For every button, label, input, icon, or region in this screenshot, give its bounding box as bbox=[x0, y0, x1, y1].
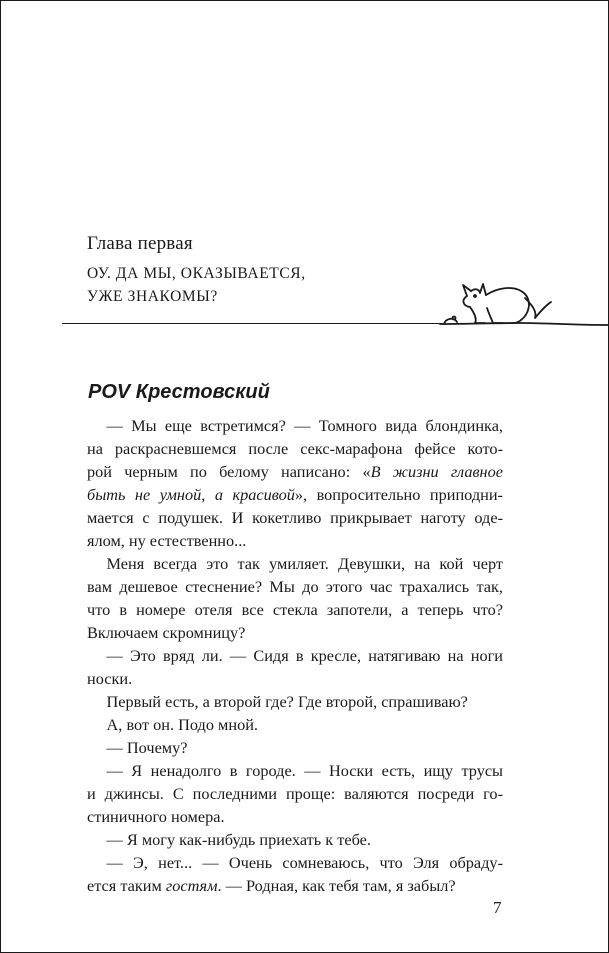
text-segment: Включаем скромницу? bbox=[87, 623, 246, 642]
text-segment: рой черным по белому написано: « bbox=[87, 462, 371, 481]
text-line bbox=[87, 851, 503, 874]
text-line bbox=[87, 414, 503, 437]
text-line bbox=[87, 598, 503, 621]
text-line bbox=[87, 483, 503, 506]
text-segment: носки. bbox=[87, 669, 133, 688]
text-segment: », вопросительно приподни- bbox=[294, 485, 503, 504]
text-line bbox=[87, 782, 503, 805]
text-segment: на раскрасневшемся после секс-марафона фейсе кото- bbox=[87, 439, 503, 458]
chapter-divider bbox=[62, 323, 442, 324]
body-text bbox=[87, 414, 503, 897]
italic-text: В жизни главное bbox=[370, 462, 503, 481]
text-line bbox=[87, 667, 503, 690]
text-segment: — Почему? bbox=[106, 738, 188, 757]
text-segment: ялом, ну естественно... bbox=[87, 531, 247, 550]
text-segment: Первый есть, а второй где? Где второй, спрашиваю? bbox=[106, 692, 468, 711]
text-segment: и джинсы. С последними проще: валяются посреди го- bbox=[87, 784, 503, 803]
page-number: 7 bbox=[493, 898, 502, 917]
text-line bbox=[87, 874, 503, 897]
text-line bbox=[87, 506, 503, 529]
text-segment: вам дешевое стеснение? Мы до этого час трахались так, bbox=[87, 577, 503, 596]
text-segment: стиничного номера. bbox=[87, 807, 225, 826]
chapter-label: Глава первая bbox=[87, 233, 193, 254]
text-line bbox=[87, 529, 503, 552]
text-segment: — Это вряд ли. — Сидя в кресле, натягиваю на ноги bbox=[106, 646, 503, 665]
text-segment: А, вот он. Подо мной. bbox=[106, 715, 258, 734]
text-line bbox=[87, 828, 503, 851]
text-line bbox=[87, 759, 503, 782]
text-line bbox=[87, 575, 503, 598]
text-segment: . — Родная, как тебя там, я забыл? bbox=[217, 876, 456, 895]
text-line bbox=[87, 621, 503, 644]
text-segment: — Я могу как-нибудь приехать к тебе. bbox=[106, 830, 371, 849]
pov-heading: POV Крестовский bbox=[88, 381, 270, 403]
text-segment: — Мы еще встретимся? — Томного вида блондинка, bbox=[106, 416, 503, 435]
text-line bbox=[87, 736, 503, 759]
cat-and-mouse-icon bbox=[425, 268, 609, 334]
text-line bbox=[87, 805, 503, 828]
text-line bbox=[87, 460, 503, 483]
text-line bbox=[87, 690, 503, 713]
text-segment: — Э, нет... — Очень сомневаюсь, что Эля обраду- bbox=[106, 853, 503, 872]
italic-text: гостям bbox=[165, 876, 218, 895]
text-line bbox=[87, 713, 503, 736]
text-line bbox=[87, 644, 503, 667]
text-segment: что в номере отеля все стекла запотели, а теперь что? bbox=[87, 600, 503, 619]
text-segment: — Я ненадолго в городе. — Носки есть, ищу трусы bbox=[106, 761, 503, 780]
text-line bbox=[87, 552, 503, 575]
chapter-title-line: ОУ. ДА МЫ, ОКАЗЫВАЕТСЯ, bbox=[87, 265, 306, 282]
text-segment: мается с подушек. И кокетливо прикрывает наготу оде- bbox=[87, 508, 503, 527]
italic-text: быть не умной, а красивой bbox=[87, 485, 295, 504]
chapter-title-line: УЖЕ ЗНАКОМЫ? bbox=[87, 288, 218, 305]
chapter-title bbox=[87, 262, 306, 308]
text-segment: ется таким bbox=[87, 876, 166, 895]
text-segment: Меня всегда это так умиляет. Девушки, на кой черт bbox=[106, 554, 503, 573]
text-line bbox=[87, 437, 503, 460]
